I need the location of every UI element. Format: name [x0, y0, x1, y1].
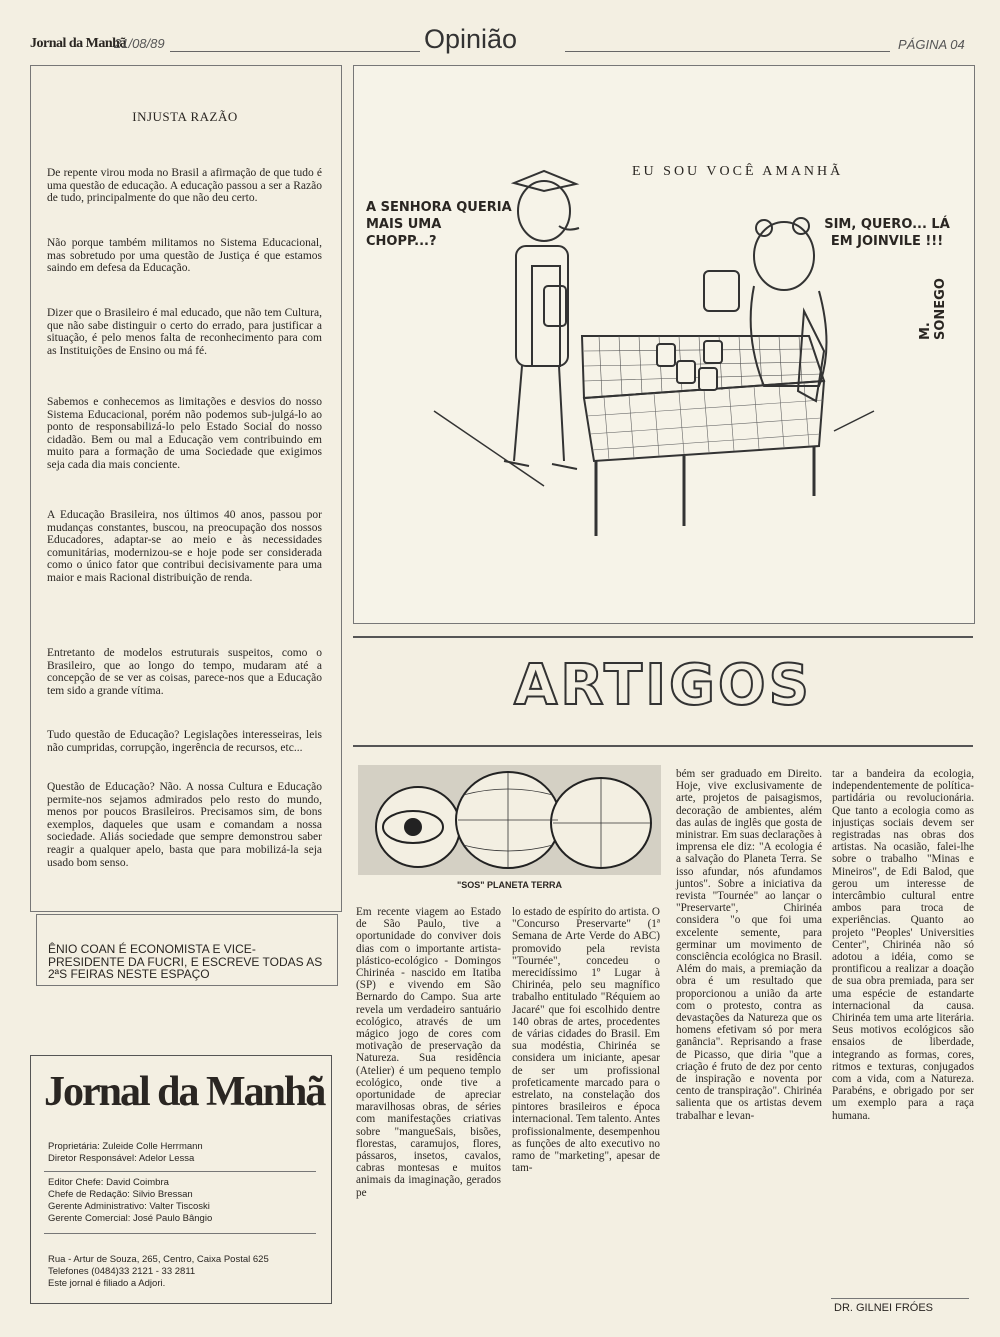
- cartoon-drawing: [354, 66, 974, 623]
- section-rule-top: [353, 636, 973, 638]
- masthead-rule: [44, 1233, 316, 1234]
- editorial-paragraph: Não porque também militamos no Sistema Educacional, mas sobretudo por uma questão de Justiça é que estamos saindo em defesa da Educação.: [47, 237, 322, 275]
- newspaper-logo: Jornal da Manhã: [44, 1069, 325, 1115]
- cartoon-frame: [353, 65, 975, 624]
- article-column-3: bém ser graduado em Direito. Hoje, vive exclusivamente de arte, projetos de paisagismos, decoração de ambientes, além das aulas de inglês que gosta de ministrar. Em suas declarações à imprensa ele diz: "A ecologia é a salvação do Planeta Terra. Se isso afundar, nós afundamos juntos". Sobre a iniciativa da revista "Tournée" ao lançar o "Preservarte", Chirinéa considera "o que foi uma excelente semente, para germinar um movimento de consciência ecológica no Brasil. Além do mais, a premiação da obra é um resultado que proporcionou a união da arte com o protesto, contra as devastações da Natureza que os homens efetivam só por mera ganância". Reprisando a frase de Picasso, que diria "que a criação é fruto de dez por cento de inspiração e noventa por cento de transpiração". Chirinéa salienta que os artistas devem trabalhar e levan-: [676, 768, 822, 1122]
- cartoonist-signature: M. SONEGO: [918, 278, 948, 340]
- editorial-paragraph: Questão de Educação? Não. A nossa Cultura e Educação permite-nos sejamos admirados pelo resto do mundo, menos por poucos Brasileiros. Precisamos sim, de bons exemplos, daqueles que usam e comandam a nossa sociedade. Aliás sociedade que sempre demonstrou saber reagir a qualquer apelo, basta que para mobilizá-la seja usado bom senso.: [47, 781, 322, 869]
- editorial-paragraph: Sabemos e conhecemos as limitações e desvios do nosso Sistema Educacional, porém não podemos sub-julgá-lo ao ponto de responsabilizá-lo pelo Estado Social do nosso cidadão. Bem ou mal a Educação vem contribuindo em muito para a formação de uma Sociedade que exigimos seja cada dia mais conciente.: [47, 396, 322, 471]
- article-author: DR. GILNEI FRÓES: [834, 1302, 934, 1314]
- section-heading-artigos: ARTIGOS: [514, 653, 812, 718]
- article-column-4: tar a bandeira da ecologia, independentemente de política-partidária ou revolucionária. Que tanto a ecologia como as injustiças sociais devem ser registradas nas obras dos artistas. Na ocasião, falei-lhe sobre o trabalho "Minas e Mineiros", de Edi Balod, que gerou um interesse de intercâmbio cultural entre ambos para troca de experiências. Quanto ao projeto "Peoples' Universities Center", Chirinéa não só adotou a idéia, como se prontificou a realizar a doação de sua obra premiada, para ser uma espécie de estandarte internacional da causa. Chirinéa tem uma arte literária. Seus motivos ecológicos são ensaios de liberdade, integrando as formas, cores, ritmos e texturas, conjugados com a vida, com a Natureza. Parabéns, e obrigado por ser um exemplo para a raça humana.: [832, 768, 974, 1122]
- page-number: PÁGINA 04: [898, 37, 965, 52]
- masthead-rule: [44, 1171, 316, 1172]
- cartoon-caption: EU SOU VOCÊ AMANHÃ: [632, 164, 844, 179]
- globe-eye-icon: [358, 765, 661, 875]
- section-title: Opinião: [424, 24, 518, 54]
- affiliation-line: Este jornal é filiado a Adjori.: [48, 1278, 166, 1289]
- header-rule-left: [170, 51, 420, 52]
- editorial-paragraph: Tudo questão de Educação? Legislações interesseiras, leis não cumpridas, corrupção, ingerência de recursos, etc...: [47, 729, 322, 754]
- address-line: Rua - Artur de Souza, 265, Centro, Caixa Postal 625: [48, 1254, 269, 1265]
- masthead-small: Jornal da Manhã: [30, 36, 126, 51]
- speech-balloon-bear: SIM, QUERO... LÁ EM JOINVILE !!!: [824, 217, 950, 249]
- staff-line: Gerente Comercial: José Paulo Bângio: [48, 1213, 213, 1224]
- staff-line: Chefe de Redação: Silvio Bressan: [48, 1189, 193, 1200]
- sos-planet-illustration: [358, 765, 661, 875]
- issue-date: 21/08/89: [114, 36, 165, 51]
- author-note: ÊNIO COAN É ECONOMISTA E VICE-PRESIDENTE DA FUCRI, E ESCREVE TODAS AS 2ªS FEIRAS NESTE ESPAÇO: [48, 942, 323, 981]
- editorial-paragraph: Entretanto de modelos estruturais suspeitos, como o Brasileiro, que ao longo do tempo, mudaram até a concepção de se ver as coisas, parece-nos que a Educação tem sido a grande vítima.: [47, 647, 322, 697]
- signature-rule: [831, 1298, 969, 1299]
- article-column-1: Em recente viagem ao Estado de São Paulo, tive a oportunidade do conviver dois dias com o importante artista-plástico-ecológico - Domingos Chirinéa - nascido em Itatiba (SP) e vivendo em São Bernardo do Campo. Sua arte revela um verdadeiro santuário ecológico, através de um mágico jogo de cores com motivação de preservação da Natureza. Sua residência (Atelier) é um pequeno templo ecológico, onde tive a oportunidade de apreciar maravilhosas obras, de séries com manifestações criativas sobre "mangueSais, bisões, florestas, caramujos, flores, pássaros, insetos, cavalos, cabras montesas e muitos animais da imaginação, gerados pe: [356, 906, 501, 1199]
- article-column-2: lo estado de espírito do artista. O "Concurso Preservarte" (1ª Semana de Arte Verde do ABC) promovido pela revista "Tournée", concedeu o merecidíssimo 1º Lugar à Chirinéa, pelo seu magnífico trabalho entitulado "Réquiem ao Jacaré" que foi escolhido dentre 140 obras de artes, procedentes de várias cidades do Brasil. Em sua modéstia, Chirinéa se considera um iniciante, apesar de ser um profissional profeticamente marcado para o estrelato, na constelação dos pintores brasileiros e época internacional. Tem talento. Antes profissionalmente, desempenhou as funções de alto executivo no ramo de "marketing", apesar de tam-: [512, 906, 660, 1175]
- illustration-caption: "SOS" PLANETA TERRA: [456, 880, 563, 890]
- staff-line: Gerente Administrativo: Valter Tiscoski: [48, 1201, 210, 1212]
- editorial-paragraph: Dizer que o Brasileiro é mal educado, que não tem Cultura, que não sabe distinguir o certo do errado, para justificar a situação, é pelo menos falta de reconhecimento para com as Instituições de Ensino ou má fé.: [47, 307, 322, 357]
- section-rule-bottom: [353, 745, 973, 747]
- staff-line: Proprietária: Zuleide Colle Herrmann: [48, 1141, 203, 1152]
- editorial-paragraph: De repente virou moda no Brasil a afirmação de que tudo é uma questão de educação. A educação passou a ser a Razão de tudo, principalmente do que não deu certo.: [47, 167, 322, 205]
- editorial-title: INJUSTA RAZÃO: [132, 109, 238, 124]
- staff-line: Editor Chefe: David Coimbra: [48, 1177, 169, 1188]
- editorial-paragraph: A Educação Brasileira, nos últimos 40 anos, passou por mudanças constantes, buscou, na preocupação dos nossos Educadores, adaptar-se ao meio e às necessidades comunitárias, modernizou-se e hoje pode ser considerada como o único fator que contribui decisivamente para uma maior e mais Racional distribuição de renda.: [47, 509, 322, 584]
- phone-line: Telefones (0484)33 2121 - 33 2811: [48, 1266, 196, 1277]
- staff-line: Diretor Responsável: Adelor Lessa: [48, 1153, 195, 1164]
- speech-balloon-waiter: A SENHORA QUERIA MAIS UMA CHOPP...?: [366, 200, 512, 249]
- header-rule-right: [565, 51, 890, 52]
